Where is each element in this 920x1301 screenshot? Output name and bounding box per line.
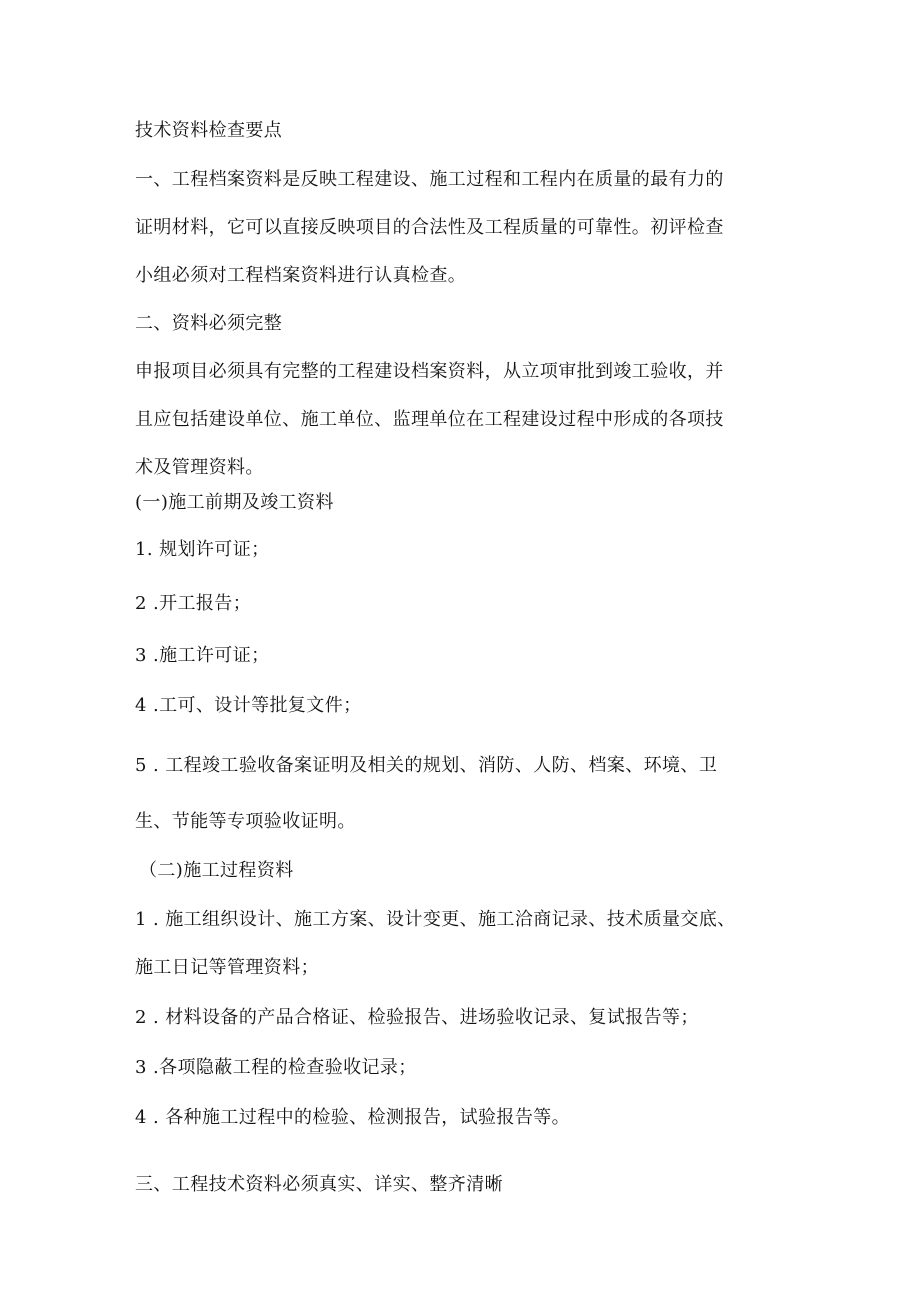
subsection-1-item-4: 4 .工可、设计等批复文件； — [135, 695, 362, 716]
section-2-body-line-2: 且应包括建设单位、施工单位、监理单位在工程建设过程中形成的各项技 — [135, 409, 724, 430]
section-1-line-3: 小组必须对工程档案资料进行认真检查。 — [135, 265, 467, 286]
subsection-1-item-1: 1. 规划许可证； — [135, 539, 270, 560]
subsection-2-item-4: 4 . 各种施工过程中的检验、检测报告，试验报告等。 — [135, 1107, 571, 1128]
section-3-heading: 三、工程技术资料必须真实、详实、整齐清晰 — [135, 1174, 503, 1195]
section-1-line-2: 证明材料，它可以直接反映项目的合法性及工程质量的可靠性。初评检查 — [135, 217, 724, 238]
section-1-line-1: 一、工程档案资料是反映工程建设、施工过程和工程内在质量的最有力的 — [135, 169, 724, 190]
section-2-heading: 二、资料必须完整 — [135, 313, 283, 334]
section-2-body-line-3: 术及管理资料。 — [135, 457, 264, 478]
subsection-2-item-1-line-1: 1 . 施工组织设计、施工方案、设计变更、施工洽商记录、技术质量交底、 — [135, 909, 736, 930]
subsection-1-item-5-line-2: 生、节能等专项验收证明。 — [135, 811, 356, 832]
subsection-1-heading: (一)施工前期及竣工资料 — [135, 492, 334, 513]
subsection-2-item-1-line-2: 施工日记等管理资料； — [135, 957, 319, 978]
subsection-2-heading: （二)施工过程资料 — [139, 860, 294, 881]
section-2-body-line-1: 申报项目必须具有完整的工程建设档案资料，从立项审批到竣工验收，并 — [135, 361, 724, 382]
subsection-1-item-3: 3 .施工许可证； — [135, 645, 270, 666]
subsection-2-item-2: 2 . 材料设备的产品合格证、检验报告、进场验收记录、复试报告等； — [135, 1007, 699, 1028]
subsection-1-item-5-line-1: 5 . 工程竣工验收备案证明及相关的规划、消防、人防、档案、环境、卫 — [135, 755, 718, 776]
subsection-1-item-2: 2 .开工报告； — [135, 593, 252, 614]
subsection-2-item-3: 3 .各项隐蔽工程的检查验收记录； — [135, 1057, 417, 1078]
document-title: 技术资料检查要点 — [135, 120, 283, 141]
